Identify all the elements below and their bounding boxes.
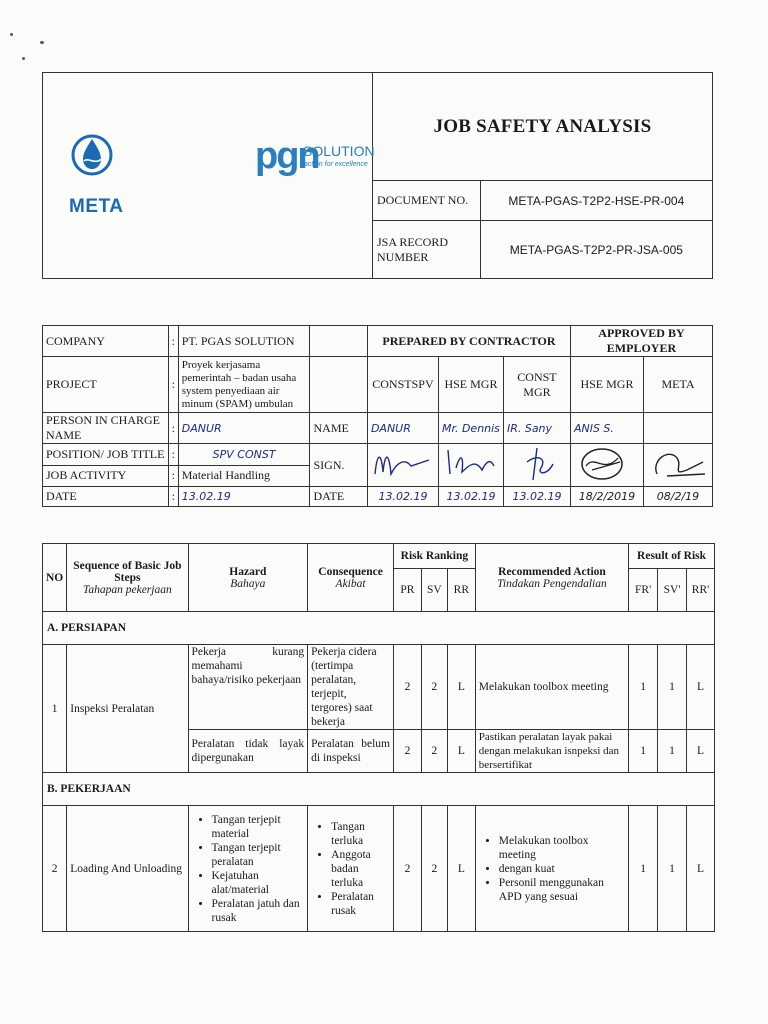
logo-area: [43, 73, 373, 279]
activity-label: JOB ACTIVITY: [43, 465, 169, 487]
fr-result-2: 1: [629, 730, 658, 773]
list-item: • Peralatan rusak: [331, 890, 390, 918]
rr-1: L: [447, 645, 475, 730]
pgn-tagline: action for excellence: [304, 161, 368, 168]
col-sv-result: SV': [658, 569, 687, 612]
col-steps-sub: Tahapan pekerjaan: [83, 583, 172, 596]
meta-logo-text: META: [69, 196, 124, 217]
signature-const-mgr: [503, 444, 570, 487]
section-pekerjaan: B. PEKERJAAN: [43, 773, 715, 806]
sv-2: 2: [421, 730, 447, 773]
prepared-by-header: PREPARED BY CONTRACTOR: [367, 326, 570, 357]
row-no: 2: [43, 806, 67, 932]
document-title: JOB SAFETY ANALYSIS: [373, 73, 713, 181]
name-hse-mgr: Mr. Dennis: [438, 413, 503, 444]
sv-result-1: 1: [658, 645, 687, 730]
hazard-2: Peralatan tidak layak dipergunakan: [188, 730, 308, 773]
pgn-logo-text: pgn: [255, 135, 319, 177]
col-rr-result: RR': [686, 569, 714, 612]
col-consequence: [308, 544, 394, 612]
date-constspv: 13.02.19: [367, 487, 438, 507]
name-meta: [643, 413, 712, 444]
col-no: NO: [43, 544, 67, 612]
role-const-mgr: CONST MGR: [503, 357, 570, 413]
col-hazard-sub: Bahaya: [230, 577, 266, 590]
date-row-label: DATE: [310, 487, 367, 507]
list-item: • Tangan terjepit material: [212, 813, 305, 841]
row-no: 1: [43, 645, 67, 773]
list-item: • Peralatan jatuh dan rusak: [212, 897, 305, 925]
doc-no-label: DOCUMENT NO.: [373, 181, 481, 221]
role-constspv: CONSTSPV: [367, 357, 438, 413]
blank-cell: [310, 357, 367, 413]
jsa-record-label: JSA RECORD NUMBER: [373, 221, 481, 279]
colon: :: [168, 465, 178, 487]
list-item: • Tangan terjepit peralatan: [212, 841, 305, 869]
sign-label: SIGN.: [310, 444, 367, 487]
colon: :: [168, 357, 178, 413]
company-value: PT. PGAS SOLUTION: [178, 326, 310, 357]
signature-icon: [507, 444, 567, 482]
company-label: COMPANY: [43, 326, 169, 357]
col-action-title: Recommended Action: [498, 565, 606, 578]
signature-hse-mgr-employer: [570, 444, 643, 487]
sv-1: 2: [421, 645, 447, 730]
signature-icon: [371, 444, 435, 482]
pgn-solution-text: SOLUTION: [303, 143, 375, 159]
document-header: [42, 72, 713, 279]
name-constspv: DANUR: [367, 413, 438, 444]
list-item: • Tangan terluka: [331, 820, 390, 848]
colon: :: [168, 487, 178, 507]
approved-by-header: APPROVED BY EMPLOYER: [570, 326, 712, 357]
pic-value: DANUR: [178, 413, 310, 444]
rr-result-2: L: [686, 730, 714, 773]
date-const-mgr: 13.02.19: [503, 487, 570, 507]
pr-3: 2: [393, 806, 421, 932]
role-meta: META: [643, 357, 712, 413]
action-2: Pastikan peralatan layak pakai dengan melakukan isnpeksi dan bersertifikat: [475, 730, 628, 773]
consequence-list: [308, 806, 394, 932]
step-loading: Loading And Unloading: [67, 806, 188, 932]
activity-value: Material Handling: [178, 465, 310, 487]
signature-constspv: [367, 444, 438, 487]
signature-icon: [442, 444, 500, 482]
consequence-1: Pekerja cidera (tertimpa peralatan, terjepit, tergores) saat bekerja: [308, 645, 394, 730]
section-persiapan: A. PERSIAPAN: [43, 612, 715, 645]
date-label: DATE: [43, 487, 169, 507]
date-hse-mgr: 13.02.19: [438, 487, 503, 507]
fr-result-3: 1: [629, 806, 658, 932]
col-sv: SV: [421, 569, 447, 612]
project-value: Proyek kerjasama pemerintah – badan usaha system penyediaan air minum (SPAM) umbulan: [178, 357, 310, 413]
colon: :: [168, 444, 178, 466]
rr-result-1: L: [686, 645, 714, 730]
col-action: [475, 544, 628, 612]
date-meta: 08/2/19: [643, 487, 712, 507]
col-hazard-title: Hazard: [229, 565, 267, 578]
col-risk-ranking: Risk Ranking: [393, 544, 475, 569]
action-1: Melakukan toolbox meeting: [475, 645, 628, 730]
rr-2: L: [447, 730, 475, 773]
consequence-2: Peralatan belum di inspeksi: [308, 730, 394, 773]
col-action-sub: Tindakan Pengendalian: [497, 577, 607, 590]
col-steps-title: Sequence of Basic Job Steps: [73, 559, 182, 584]
meta-logo-icon: [73, 136, 111, 174]
name-label: NAME: [310, 413, 367, 444]
colon: :: [168, 326, 178, 357]
hazard-1: Pekerja kurang memahami bahaya/risiko pekerjaan: [188, 645, 308, 730]
name-const-mgr: IR. Sany: [503, 413, 570, 444]
scan-speck: [10, 33, 13, 36]
list-item: • Kejatuhan alat/material: [212, 869, 305, 897]
job-info-table: [42, 325, 713, 507]
list-item: • Personil menggunakan APD yang sesuai: [499, 876, 625, 904]
rr-3: L: [447, 806, 475, 932]
date-value: 13.02.19: [178, 487, 310, 507]
scan-speck: [40, 41, 44, 44]
signature-icon: [647, 444, 709, 482]
col-consequence-sub: Akibat: [335, 577, 366, 590]
pr-2: 2: [393, 730, 421, 773]
hazard-list: [188, 806, 308, 932]
blank-cell: [310, 326, 367, 357]
scan-speck: [22, 57, 25, 60]
doc-no-value: META-PGAS-T2P2-HSE-PR-004: [480, 181, 712, 221]
jsa-table: [42, 543, 715, 932]
col-result-of-risk: Result of Risk: [629, 544, 715, 569]
list-item: • dengan kuat: [499, 862, 625, 876]
fr-result-1: 1: [629, 645, 658, 730]
signature-meta: [643, 444, 712, 487]
list-item: • Anggota badan terluka: [331, 848, 390, 890]
sv-3: 2: [421, 806, 447, 932]
date-hse-mgr-employer: 18/2/2019: [570, 487, 643, 507]
list-item: • Melakukan toolbox meeting: [499, 834, 625, 862]
col-steps: [67, 544, 188, 612]
role-hse-mgr-employer: HSE MGR: [570, 357, 643, 413]
pic-label: PERSON IN CHARGE NAME: [43, 413, 169, 444]
action-list: [475, 806, 628, 932]
signature-icon: [574, 444, 640, 482]
col-consequence-title: Consequence: [318, 565, 383, 578]
colon: :: [168, 413, 178, 444]
col-fr-result: FR': [629, 569, 658, 612]
logos: [43, 73, 372, 278]
role-hse-mgr: HSE MGR: [438, 357, 503, 413]
col-hazard: [188, 544, 308, 612]
position-label: POSITION/ JOB TITLE: [43, 444, 169, 466]
col-rr: RR: [447, 569, 475, 612]
sv-result-3: 1: [658, 806, 687, 932]
name-hse-mgr-employer: ANIS S.: [570, 413, 643, 444]
position-value: SPV CONST: [178, 444, 310, 466]
pr-1: 2: [393, 645, 421, 730]
step-inspeksi: Inspeksi Peralatan: [67, 645, 188, 773]
project-label: PROJECT: [43, 357, 169, 413]
sv-result-2: 1: [658, 730, 687, 773]
rr-result-3: L: [686, 806, 714, 932]
col-pr: PR: [393, 569, 421, 612]
jsa-record-value: META-PGAS-T2P2-PR-JSA-005: [480, 221, 712, 279]
signature-hse-mgr: [438, 444, 503, 487]
